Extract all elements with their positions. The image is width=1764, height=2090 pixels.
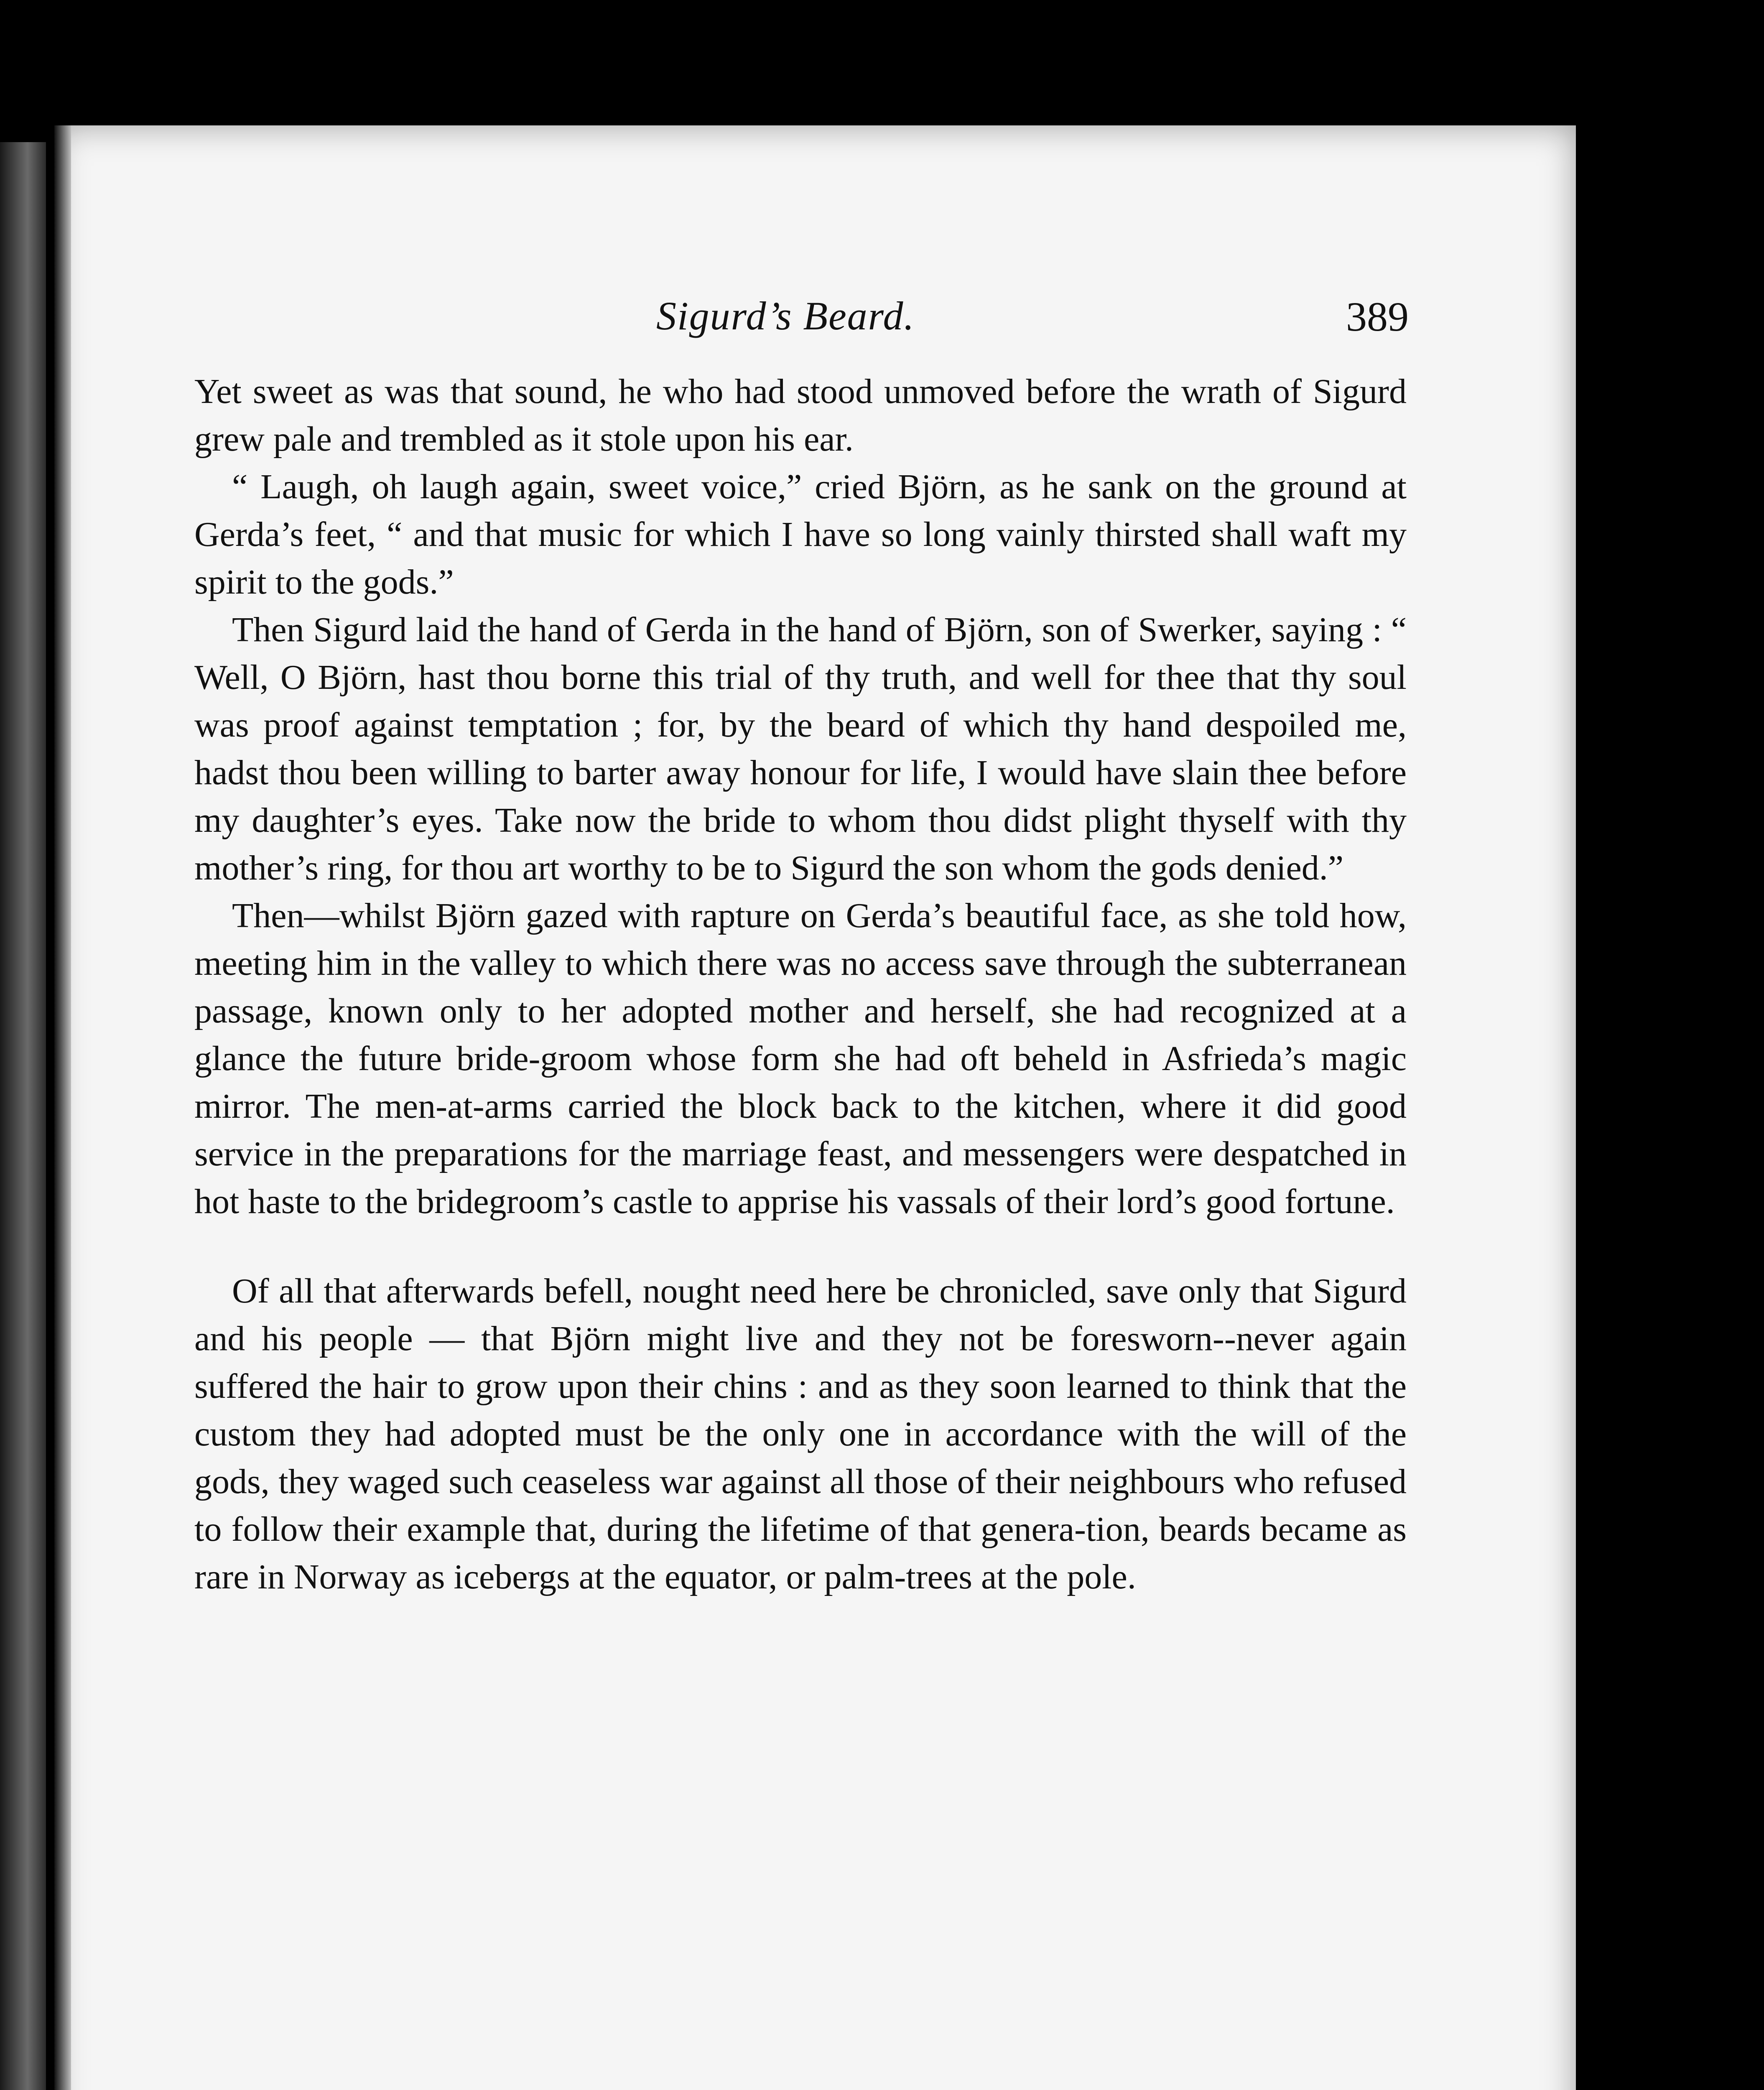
body-text (194, 368, 1407, 1601)
paragraph: Yet sweet as was that sound, he who had stood unmoved before the wrath of Sigurd grew pale and trembled as it stole upon his ear. (194, 372, 1407, 459)
running-head (196, 293, 1409, 351)
facing-page-edge (0, 142, 46, 2090)
paragraph: Of all that afterwards befell, nought need here be chronicled, save only that Sigurd and his people — that Björn might live and they not be foresworn--never again suffered the hair to grow upon their chins : and as they soon learned to think that the custom they had adopted must be the only one in accordance with the will of the gods, they waged such ceaseless war against all those of their neighbours who refused to follow their example that, during the lifetime of that genera-tion, beards became as rare in Norway as icebergs at the equator, or palm-trees at the pole. (194, 1272, 1407, 1596)
page-number: 389 (1346, 293, 1409, 340)
paragraph: Then Sigurd laid the hand of Gerda in the hand of Björn, son of Swerker, saying : “ Well, O Björn, hast thou borne this trial of thy truth, and well for thee that thy soul was proof against temptation ; for, by the beard of which thy hand despoiled me, hadst thou been willing to barter away honour for life, I would have slain thee before my daughter’s eyes. Take now the bride to whom thou didst plight thyself with thy mother’s ring, for thou art worthy to be to Sigurd the son whom the gods denied.” (194, 610, 1407, 887)
running-title: Sigurd’s Beard. (656, 293, 915, 338)
page-gutter-shadow (54, 125, 71, 2090)
paragraph: Then—whilst Björn gazed with rapture on Gerda’s beautiful face, as she told how, meeting him in the valley to which there was no access save through the subterranean passage, known only to her adopted mother and herself, she had recognized at a glance the future bride-groom whose form she had oft beheld in Asfrieda’s magic mirror. The men-at-arms carried the block back to the kitchen, where it did good service in the preparations for the marriage feast, and messengers were despatched in hot haste to the bridegroom’s castle to apprise his vassals of their lord’s good fortune. (194, 896, 1407, 1221)
paragraph: “ Laugh, oh laugh again, sweet voice,” cried Björn, as he sank on the ground at Gerda’s feet, “ and that music for which I have so long vainly thirsted shall waft my spirit to the gods.” (194, 467, 1407, 602)
